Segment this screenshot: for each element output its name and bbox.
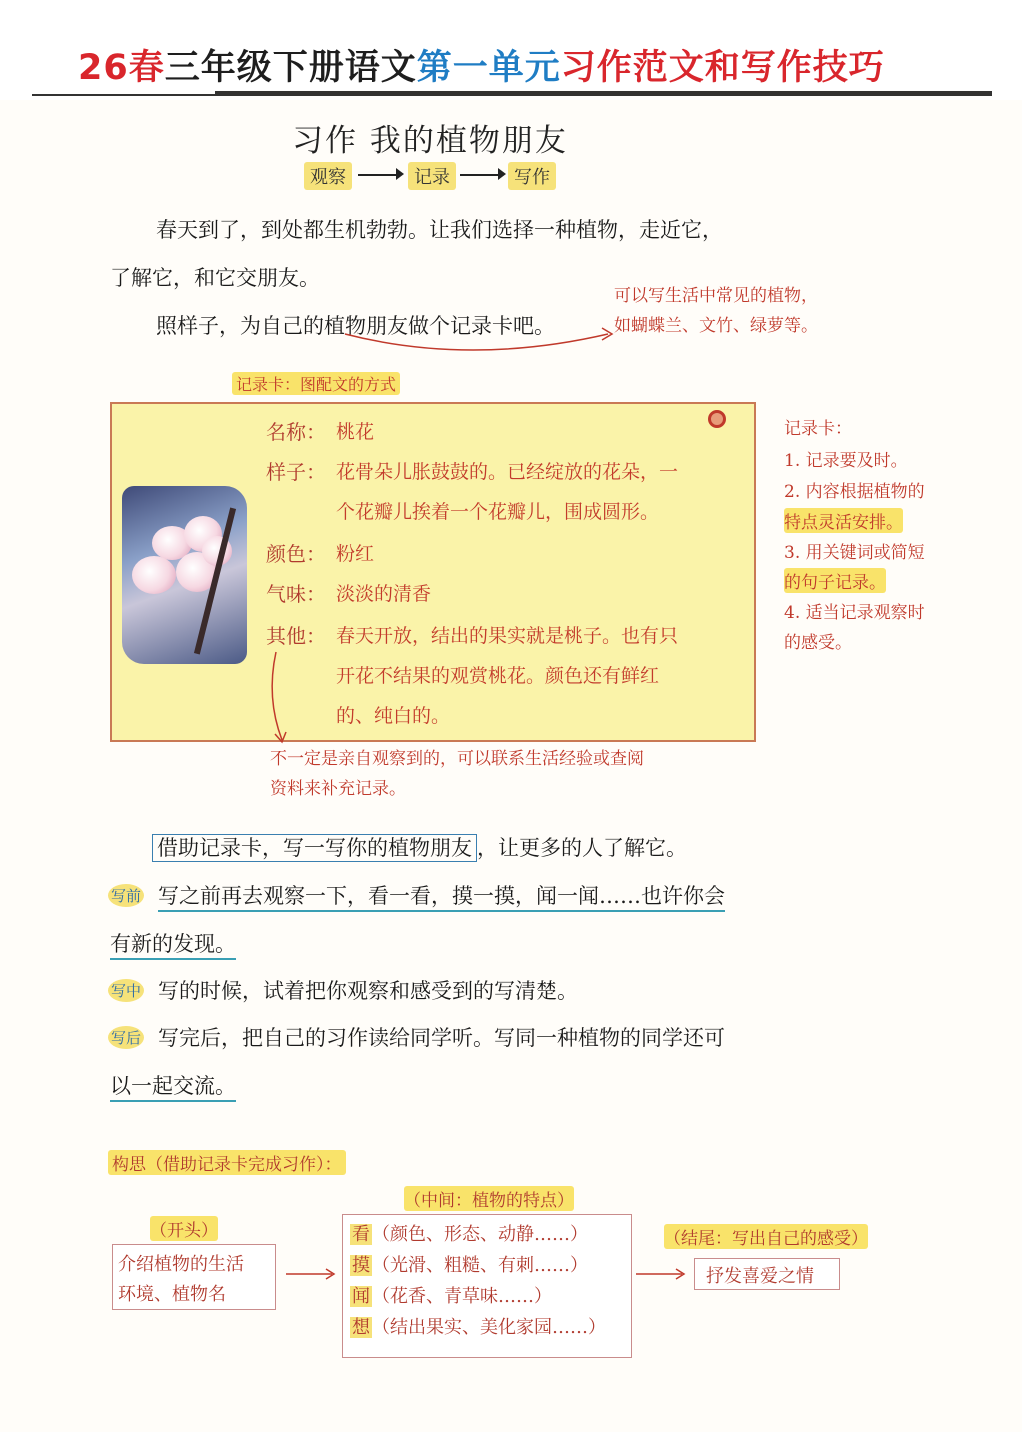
page-header-title	[78, 40, 885, 90]
middle-text: （光滑、粗糙、有刺……）	[372, 1255, 588, 1276]
middle-text: （结出果实、美化家园……）	[372, 1317, 606, 1338]
writing-lead-boxed: 借助记录卡，写一写你的植物朋友	[152, 834, 477, 862]
middle-key: 想	[352, 1317, 370, 1338]
header-part-3: 第一单元	[416, 48, 561, 88]
writing-before-1: 写之前再去观察一下，看一看，摸一摸，闻一闻……也许你会	[158, 880, 725, 912]
arrow-head-icon	[498, 168, 506, 180]
writing-during: 写的时候，试着把你观察和感受到的写清楚。	[158, 979, 578, 1003]
arrow-right-icon	[634, 1266, 690, 1282]
middle-text: （颜色、形态、动静……）	[372, 1224, 588, 1245]
card-color-value: 粉红	[336, 543, 375, 565]
side-note-1: 1. 记录要及时。	[784, 451, 908, 471]
side-note-4b: 的感受。	[784, 633, 852, 653]
side-note-title: 记录卡：	[784, 419, 852, 439]
outline-caption: 构思（借助记录卡完成习作）：	[108, 1150, 346, 1175]
outline-start-text-1: 介绍植物的生活	[118, 1254, 244, 1275]
writing-before-2: 有新的发现。	[110, 928, 236, 960]
outline-middle-item	[350, 1313, 606, 1339]
middle-key: 摸	[352, 1255, 370, 1276]
card-other-label: 其他：	[266, 624, 326, 648]
intro-note-1: 可以写生活中常见的植物，	[614, 286, 818, 306]
middle-text: （花香、青草味……）	[372, 1286, 552, 1307]
card-shape-value-1: 花骨朵儿胀鼓鼓的。已经绽放的花朵，一	[336, 461, 679, 483]
step-arrow-2	[460, 174, 502, 176]
card-bottom-note-2: 资料来补充记录。	[270, 779, 406, 799]
outline-middle-item	[350, 1220, 588, 1246]
label-before: 写前	[108, 884, 144, 907]
side-note-4a: 4. 适当记录观察时	[784, 603, 925, 623]
arrow-head-icon	[396, 168, 404, 180]
outline-end-label: （结尾：写出自己的感受）	[664, 1224, 868, 1249]
note-arrow	[340, 318, 620, 360]
step-record: 记录	[408, 162, 456, 190]
card-other-value-2: 开花不结果的观赏桃花。颜色还有鲜红	[336, 665, 660, 687]
header-part-2: 三年级下册语文	[164, 48, 417, 88]
step-write: 写作	[508, 162, 556, 190]
outline-end-text: 抒发喜爱之情	[706, 1266, 814, 1287]
card-name-value: 桃花	[336, 421, 375, 443]
card-color-label: 颜色：	[266, 542, 326, 566]
essay-title: 习作 我的植物朋友	[292, 123, 568, 159]
card-smell-value: 淡淡的清香	[336, 583, 432, 605]
outline-start-label: （开头）	[150, 1216, 218, 1241]
card-caption: 记录卡：图配文的方式	[232, 372, 400, 395]
side-note-2a: 2. 内容根据植物的	[784, 482, 925, 502]
card-bottom-note-1: 不一定是亲自观察到的，可以联系生活经验或查阅	[270, 749, 644, 769]
label-after: 写后	[108, 1026, 144, 1049]
pin-icon	[708, 410, 726, 428]
card-smell-label: 气味：	[266, 582, 326, 606]
intro-note-2: 如蝴蝶兰、文竹、绿萝等。	[614, 316, 818, 336]
outline-middle-label: （中间：植物的特点）	[404, 1186, 574, 1211]
side-note-3a: 3. 用关键词或简短	[784, 543, 925, 563]
step-observe: 观察	[304, 162, 352, 190]
writing-lead-rest: ，让更多的人了解它。	[477, 836, 687, 860]
intro-line-2: 了解它，和它交朋友。	[110, 266, 320, 290]
intro-line-1: 春天到了，到处都生机勃勃。让我们选择一种植物，走近它，	[156, 218, 723, 242]
middle-key: 看	[352, 1224, 370, 1245]
header-part-1: 26春	[78, 48, 165, 88]
peach-blossom-image	[122, 486, 247, 664]
middle-key: 闻	[352, 1286, 370, 1307]
card-shape-value-2: 个花瓣儿挨着一个花瓣儿，围成圆形。	[336, 501, 660, 523]
header-divider	[32, 94, 992, 96]
step-arrow-1	[358, 174, 400, 176]
outline-middle-item	[350, 1251, 588, 1277]
card-note-arrow	[262, 648, 292, 748]
header-part-4: 习作范文和写作技巧	[560, 48, 885, 88]
intro-line-3: 照样子，为自己的植物朋友做个记录卡吧。	[156, 314, 555, 338]
label-during: 写中	[108, 979, 144, 1002]
outline-middle-item	[350, 1282, 552, 1308]
card-other-value-3: 的、纯白的。	[336, 705, 451, 727]
card-other-value-1: 春天开放，结出的果实就是桃子。也有只	[336, 625, 679, 647]
writing-lead	[152, 832, 687, 862]
arrow-right-icon	[284, 1266, 340, 1282]
writing-after-2: 以一起交流。	[110, 1070, 236, 1102]
card-name-label: 名称：	[266, 420, 326, 444]
outline-start-text-2: 环境、植物名	[118, 1284, 226, 1305]
writing-after-1: 写完后，把自己的习作读给同学听。写同一种植物的同学还可	[158, 1026, 725, 1050]
header-divider-thick	[215, 91, 992, 94]
side-note-2b: 特点灵活安排。	[784, 508, 903, 533]
side-note-3b: 的句子记录。	[784, 568, 886, 593]
card-shape-label: 样子：	[266, 460, 326, 484]
